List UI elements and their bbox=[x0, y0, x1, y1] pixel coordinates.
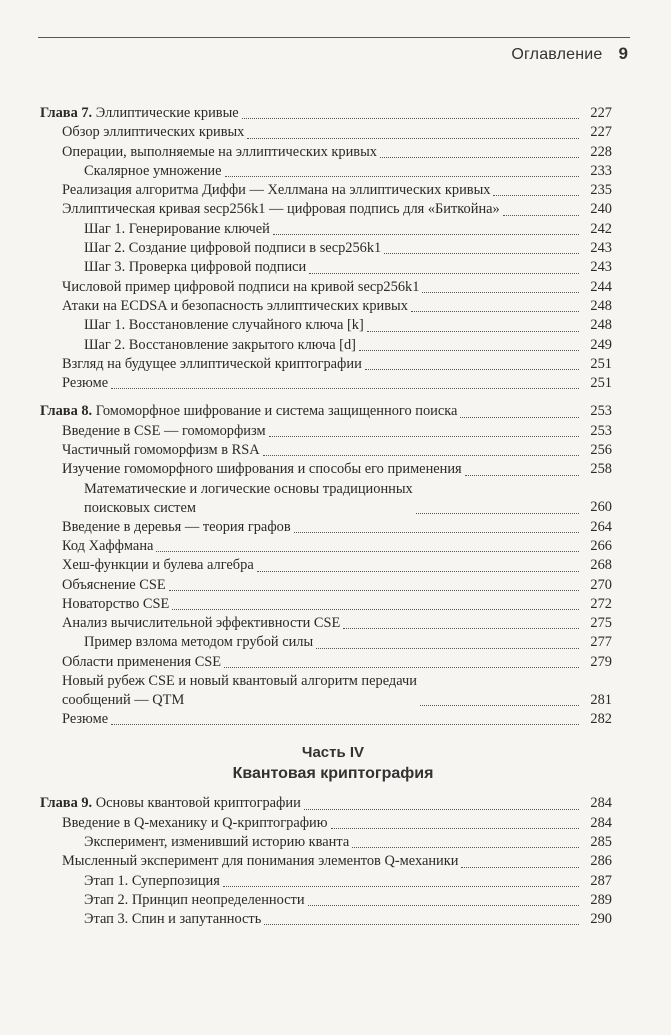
chapter-title: Основы квантовой криптографии bbox=[95, 795, 301, 812]
running-head bbox=[400, 44, 628, 64]
leader-dots bbox=[465, 475, 579, 476]
toc-entry[interactable] bbox=[40, 422, 612, 441]
entry-text-line-1: Математические и логические основы традиционных bbox=[84, 480, 413, 497]
entry-text: Введение в деревья — теория графов bbox=[62, 518, 291, 535]
entry-text: Код Хаффмана bbox=[62, 537, 154, 554]
toc-entry[interactable] bbox=[40, 891, 612, 910]
toc-entry[interactable] bbox=[40, 556, 612, 575]
toc-entry[interactable] bbox=[40, 710, 612, 729]
chapter-8-entry[interactable] bbox=[40, 402, 612, 421]
page-ref: 275 bbox=[590, 615, 612, 632]
page-ref: 289 bbox=[590, 891, 612, 908]
page-ref: 251 bbox=[590, 375, 612, 392]
entry-text: Частичный гомоморфизм в RSA bbox=[62, 442, 260, 459]
leader-dots bbox=[111, 388, 579, 389]
entry-text: Области применения CSE bbox=[62, 653, 222, 670]
leader-dots bbox=[493, 195, 579, 196]
chapter-title: Гомоморфное шифрование и система защищенного поиска bbox=[95, 403, 458, 420]
entry-text: Изучение гомоморфного шифрования и способы его применения bbox=[62, 461, 462, 478]
chapter-label: Глава 9. bbox=[40, 795, 93, 812]
page-ref: 256 bbox=[590, 442, 612, 459]
page-ref: 290 bbox=[590, 911, 612, 928]
leader-dots bbox=[156, 551, 579, 552]
entry-text-line-1: Новый рубеж CSE и новый квантовый алгоритм передачи bbox=[62, 673, 417, 690]
leader-dots bbox=[223, 886, 579, 887]
page-ref: 240 bbox=[590, 201, 612, 218]
page-ref: 227 bbox=[590, 124, 612, 141]
page-ref: 282 bbox=[590, 711, 612, 728]
toc-entry[interactable] bbox=[40, 336, 612, 355]
page-ref: 233 bbox=[590, 162, 612, 179]
entry-text: Анализ вычислительной эффективности CSE bbox=[62, 615, 341, 632]
leader-dots bbox=[308, 905, 579, 906]
page-ref: 248 bbox=[590, 297, 612, 314]
leader-dots bbox=[242, 118, 579, 119]
page-ref: 272 bbox=[590, 595, 612, 612]
page-ref: 251 bbox=[590, 355, 612, 372]
toc-entry[interactable] bbox=[40, 653, 612, 672]
leader-dots bbox=[411, 311, 579, 312]
leader-dots bbox=[257, 571, 579, 572]
toc-entry[interactable] bbox=[40, 278, 612, 297]
page-ref: 253 bbox=[590, 403, 612, 420]
leader-dots bbox=[263, 455, 579, 456]
page-ref: 266 bbox=[590, 537, 612, 554]
toc-entry[interactable] bbox=[40, 910, 612, 929]
entry-text: Пример взлома методом грубой силы bbox=[84, 634, 314, 651]
toc-entry[interactable] bbox=[40, 355, 612, 374]
toc-entry[interactable] bbox=[40, 143, 612, 162]
entry-text: Шаг 1. Генерирование ключей bbox=[84, 220, 270, 237]
page-ref: 242 bbox=[590, 220, 612, 237]
entry-text: Этап 2. Принцип неопределенности bbox=[84, 891, 305, 908]
entry-text: Этап 3. Спин и запутанность bbox=[84, 911, 262, 928]
page-ref: 248 bbox=[590, 317, 612, 334]
toc-entry[interactable] bbox=[40, 374, 612, 393]
toc-entry[interactable] bbox=[40, 614, 612, 633]
toc-entry[interactable] bbox=[40, 220, 612, 239]
page-ref: 235 bbox=[590, 182, 612, 199]
leader-dots bbox=[269, 436, 579, 437]
toc-entry[interactable] bbox=[40, 833, 612, 852]
entry-text: Новаторство CSE bbox=[62, 595, 170, 612]
toc-entry[interactable] bbox=[40, 123, 612, 142]
entry-text: Хеш-функции и булева алгебра bbox=[62, 557, 254, 574]
leader-dots bbox=[422, 292, 579, 293]
entry-text: Введение в Q-механику и Q-криптографию bbox=[62, 814, 328, 831]
leader-dots bbox=[111, 724, 579, 725]
page-ref: 253 bbox=[590, 422, 612, 439]
chapter-label: Глава 8. bbox=[40, 403, 93, 420]
leader-dots bbox=[225, 176, 579, 177]
entry-text: Скалярное умножение bbox=[84, 162, 222, 179]
entry-text: Атаки на ECDSA и безопасность эллиптических кривых bbox=[62, 297, 408, 314]
leader-dots bbox=[420, 705, 579, 706]
toc-entry[interactable] bbox=[40, 239, 612, 258]
table-of-contents bbox=[40, 104, 612, 929]
leader-dots bbox=[304, 809, 579, 810]
entry-text: Шаг 3. Проверка цифровой подписи bbox=[84, 259, 307, 276]
leader-dots bbox=[343, 628, 579, 629]
toc-entry[interactable] bbox=[40, 672, 612, 710]
page-ref: 244 bbox=[590, 278, 612, 295]
leader-dots bbox=[309, 273, 579, 274]
toc-entry[interactable] bbox=[40, 297, 612, 316]
entry-text: Мысленный эксперимент для понимания элементов Q-механики bbox=[62, 853, 459, 870]
leader-dots bbox=[316, 648, 579, 649]
header-rule bbox=[38, 37, 630, 38]
part-number: Часть IV bbox=[301, 744, 365, 762]
entry-text: Эксперимент, изменивший историю кванта bbox=[84, 833, 350, 850]
page-ref: 285 bbox=[590, 833, 612, 850]
page-ref: 277 bbox=[590, 634, 612, 651]
page-ref: 243 bbox=[590, 240, 612, 257]
page-ref: 270 bbox=[590, 576, 612, 593]
toc-entry[interactable] bbox=[40, 441, 612, 460]
entry-text: Шаг 2. Создание цифровой подписи в secp256k1 bbox=[84, 240, 382, 257]
entry-text: Резюме bbox=[62, 375, 109, 392]
entry-text: Эллиптическая кривая secp256k1 — цифровая подпись для «Биткойна» bbox=[62, 201, 500, 218]
part-title: Квантовая криптография bbox=[232, 765, 434, 783]
chapter-7-entry[interactable] bbox=[40, 104, 612, 123]
leader-dots bbox=[461, 867, 579, 868]
leader-dots bbox=[460, 417, 579, 418]
toc-entry[interactable] bbox=[40, 518, 612, 537]
leader-dots bbox=[359, 350, 579, 351]
leader-dots bbox=[384, 253, 579, 254]
page-number: 9 bbox=[618, 44, 628, 63]
entry-text: Объяснение CSE bbox=[62, 576, 166, 593]
entry-text: Взгляд на будущее эллиптической криптографии bbox=[62, 355, 362, 372]
toc-entry[interactable] bbox=[40, 633, 612, 652]
page-ref: 286 bbox=[590, 853, 612, 870]
entry-text: Введение в CSE — гомоморфизм bbox=[62, 422, 266, 439]
toc-entry[interactable] bbox=[40, 595, 612, 614]
entry-text: Этап 1. Суперпозиция bbox=[84, 872, 220, 889]
toc-entry[interactable] bbox=[40, 181, 612, 200]
leader-dots bbox=[331, 828, 580, 829]
entry-text: Шаг 1. Восстановление случайного ключа [k] bbox=[84, 317, 364, 334]
page-ref: 249 bbox=[590, 336, 612, 353]
page-ref: 281 bbox=[590, 691, 612, 708]
leader-dots bbox=[416, 513, 579, 514]
page-ref: 279 bbox=[590, 653, 612, 670]
toc-entry[interactable] bbox=[40, 814, 612, 833]
chapter-9-entry[interactable] bbox=[40, 794, 612, 813]
leader-dots bbox=[169, 590, 579, 591]
leader-dots bbox=[264, 924, 579, 925]
page-ref: 227 bbox=[590, 105, 612, 121]
running-head-title: Оглавление bbox=[511, 46, 603, 63]
chapter-label: Глава 7. bbox=[40, 105, 93, 121]
leader-dots bbox=[172, 609, 579, 610]
toc-entry[interactable] bbox=[40, 460, 612, 479]
toc-entry[interactable] bbox=[40, 200, 612, 219]
entry-text-line-2: сообщений — QTM bbox=[62, 692, 185, 709]
entry-text: Резюме bbox=[62, 711, 109, 728]
toc-entry[interactable] bbox=[40, 537, 612, 556]
page-ref: 228 bbox=[590, 143, 612, 160]
leader-dots bbox=[503, 215, 579, 216]
page-ref: 260 bbox=[590, 499, 612, 516]
leader-dots bbox=[367, 331, 579, 332]
leader-dots bbox=[352, 847, 579, 848]
toc-entry[interactable] bbox=[40, 316, 612, 335]
leader-dots bbox=[365, 369, 579, 370]
page-ref: 268 bbox=[590, 557, 612, 574]
leader-dots bbox=[273, 234, 579, 235]
chapter-title: Эллиптические кривые bbox=[95, 105, 239, 121]
page-ref: 243 bbox=[590, 259, 612, 276]
toc-entry[interactable] bbox=[40, 258, 612, 277]
entry-text: Числовой пример цифровой подписи на кривой secp256k1 bbox=[62, 278, 420, 295]
leader-dots bbox=[247, 138, 579, 139]
leader-dots bbox=[380, 157, 579, 158]
entry-text: Операции, выполняемые на эллиптических кривых bbox=[62, 143, 377, 160]
page-ref: 258 bbox=[590, 461, 612, 478]
page-ref: 284 bbox=[590, 795, 612, 812]
toc-entry[interactable] bbox=[40, 576, 612, 595]
entry-text: Обзор эллиптических кривых bbox=[62, 124, 245, 141]
toc-entry[interactable] bbox=[40, 162, 612, 181]
toc-entry[interactable] bbox=[40, 480, 612, 518]
toc-entry[interactable] bbox=[40, 872, 612, 891]
page-ref: 264 bbox=[590, 518, 612, 535]
leader-dots bbox=[224, 667, 579, 668]
entry-text: Шаг 2. Восстановление закрытого ключа [d] bbox=[84, 336, 356, 353]
page-ref: 287 bbox=[590, 872, 612, 889]
toc-entry[interactable] bbox=[40, 852, 612, 871]
entry-text-line-2: поисковых систем bbox=[84, 499, 196, 516]
leader-dots bbox=[294, 532, 579, 533]
entry-text: Реализация алгоритма Диффи — Хеллмана на эллиптических кривых bbox=[62, 182, 491, 199]
page-ref: 284 bbox=[590, 814, 612, 831]
part-heading bbox=[40, 743, 612, 784]
